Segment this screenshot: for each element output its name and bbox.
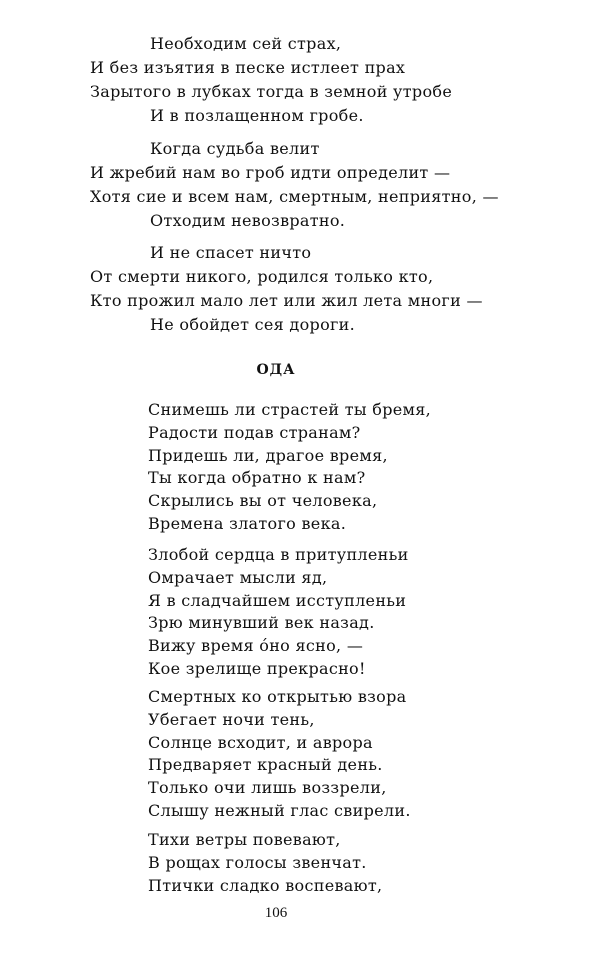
poem-line: Необходим сей страх,: [150, 34, 342, 53]
ode-stanza-2: [148, 544, 409, 681]
poem-line: Слышу нежный глас свирели.: [148, 800, 411, 820]
poem-stanza-1: [90, 32, 452, 128]
poem-line: Солнце всходит, и аврора: [148, 732, 373, 752]
poem-line: Только очи лишь воззрели,: [148, 778, 387, 798]
poem-line: Придешь ли, драгое время,: [148, 445, 388, 465]
poem-line: Смертных ко открытью взора: [148, 687, 407, 706]
ode-title: ОДА: [256, 362, 296, 378]
poem-line: Радости подав странам?: [148, 422, 361, 442]
ode-stanza-3: [148, 686, 411, 823]
poem-line: Хотя сие и всем нам, смертным, неприятно, —: [90, 187, 499, 206]
poem-line: Предваряет красный день.: [148, 755, 383, 775]
poem-line: Кто прожил мало лет или жил лета многи —: [90, 291, 483, 310]
poem-line: И не спасет ничто: [150, 243, 312, 262]
poem-line: Отходим невозвратно.: [150, 211, 346, 230]
poem-line: Когда судьба велит: [150, 139, 320, 158]
ode-stanza-1: [148, 399, 431, 536]
poem-line: Времена златого века.: [148, 513, 347, 533]
poem-line: В рощах голосы звенчат.: [148, 852, 367, 872]
poem-line: И жребий нам во гроб идти определит —: [90, 163, 451, 182]
poem-stanza-2: [90, 137, 499, 233]
poem-line: Кое зрелище прекрасно!: [148, 658, 366, 678]
poem-line: Зрю минувший век назад.: [148, 613, 375, 633]
poem-line: Скрылись вы от человека,: [148, 491, 378, 511]
poem-line: Убегает ночи тень,: [148, 709, 315, 729]
poem-line: Злобой сердца в притупленьи: [148, 545, 409, 564]
poem-line: Я в сладчайшем исступленьи: [148, 590, 407, 610]
poem-stanza-3: [90, 241, 483, 337]
poem-line: Вижу время óно ясно, —: [148, 636, 364, 656]
poem-line: Омрачает мысли яд,: [148, 567, 328, 587]
poem-line: И без изъятия в песке истлеет прах: [90, 58, 406, 77]
page-number: 106: [264, 905, 288, 921]
poem-line: Тихи ветры повевают,: [148, 830, 341, 849]
poem-line: Птички сладко воспевают,: [148, 875, 383, 895]
ode-stanza-4: [148, 829, 382, 897]
poem-line: От смерти никого, родился только кто,: [90, 267, 434, 286]
poem-line: Зарытого в лубках тогда в земной утробе: [90, 82, 453, 101]
poem-line: И в позлащенном гробе.: [150, 106, 364, 125]
poem-line: Не обойдет сея дороги.: [150, 315, 356, 334]
poem-line: Ты когда обратно к нам?: [148, 468, 366, 488]
poem-line: Снимешь ли страстей ты бремя,: [148, 400, 432, 419]
